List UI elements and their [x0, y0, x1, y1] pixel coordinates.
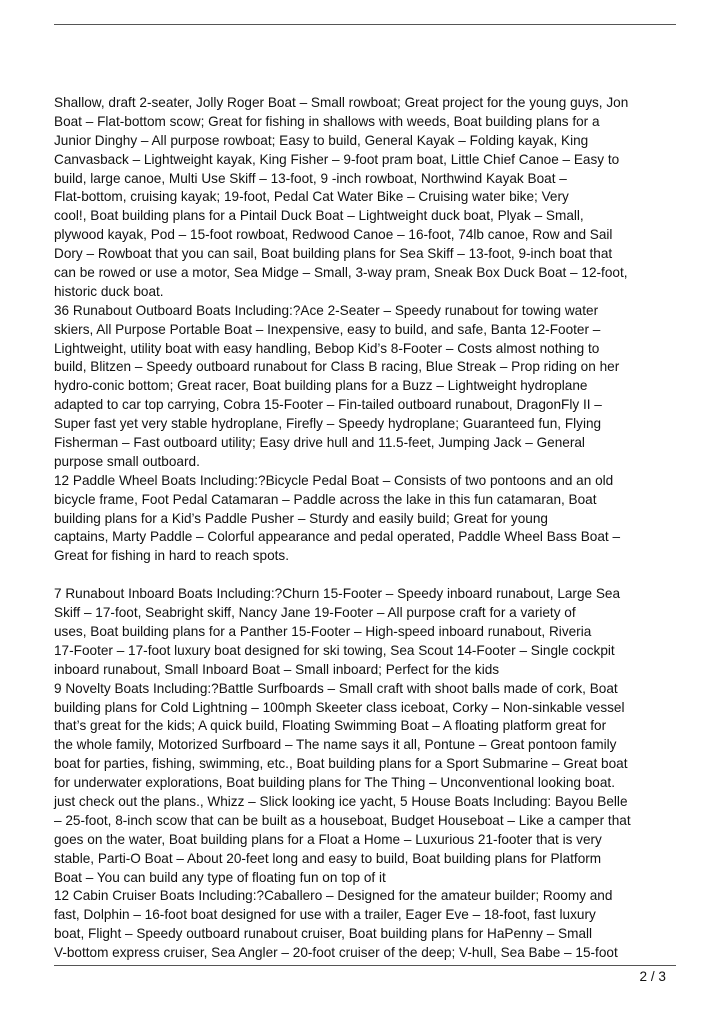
text-line: captains, Marty Paddle – Colorful appearance and pedal operated, Paddle Wheel Bass Boat – — [54, 529, 621, 545]
text-line: hydro-conic bottom; Great racer, Boat building plans for a Buzz – Lightweight hydroplane — [54, 378, 588, 394]
text-line: historic duck boat. — [54, 283, 164, 299]
text-line: stable, Parti-O Boat – About 20-feet long and easy to build, Boat building plans for Platform — [54, 850, 602, 866]
text-line: boat, Flight – Speedy outboard runabout cruiser, Boat building plans for HaPenny – Small — [54, 926, 593, 942]
text-line: 17-Footer – 17-foot luxury boat designed for ski towing, Sea Scout 14-Footer – Single cockpit — [54, 642, 615, 658]
text-line: the whole family, Motorized Surfboard – The name says it all, Pontune – Great pontoon family — [54, 737, 617, 753]
text-line: Boat – You can build any type of floating fun on top of it — [54, 869, 386, 885]
text-line: Great for fishing in hard to reach spots. — [54, 548, 289, 564]
text-line: 12 Cabin Cruiser Boats Including:?Caballero – Designed for the amateur builder; Roomy and — [54, 888, 613, 904]
text-line: – 25-foot, 8-inch scow that can be built as a houseboat, Budget Houseboat – Like a camper that — [54, 812, 631, 828]
text-line: Shallow, draft 2-seater, Jolly Roger Boat – Small rowboat; Great project for the young guys, Jon — [54, 95, 629, 110]
text-line: for underwater explorations, Boat building plans for The Thing – Unconventional looking boat. — [54, 775, 615, 791]
text-line: goes on the water, Boat building plans for a Float a Home – Luxurious 21-footer that is very — [54, 831, 602, 847]
document-body — [54, 94, 680, 963]
text-line: 9 Novelty Boats Including:?Battle Surfboards – Small craft with shoot balls made of cork, Boat — [54, 680, 618, 696]
text-line: 12 Paddle Wheel Boats Including:?Bicycle Pedal Boat – Consists of two pontoons and an old — [54, 472, 614, 488]
text-line: Super fast yet very stable hydroplane, Firefly – Speedy hydroplane; Guaranteed fun, Flying — [54, 416, 602, 432]
text-line: Canvasback – Lightweight kayak, King Fisher – 9-foot pram boat, Little Chief Canoe – Easy to — [54, 151, 620, 167]
text-line: bicycle frame, Foot Pedal Catamaran – Paddle across the lake in this fun catamaran, Boat — [54, 491, 597, 507]
text-line: Fisherman – Fast outboard utility; Easy drive hull and 11.5-feet, Jumping Jack – General — [54, 435, 585, 451]
text-line: just check out the plans., Whizz – Slick looking ice yacht, 5 House Boats Including: Bayou Belle — [54, 793, 628, 809]
text-line: Flat-bottom, cruising kayak; 19-foot, Pedal Cat Water Bike – Cruising water bike; Very — [54, 189, 569, 205]
text-line: Junior Dinghy – All purpose rowboat; Easy to build, General Kayak – Folding kayak, King — [54, 132, 589, 148]
text-line: boat for parties, fishing, swimming, etc., Boat building plans for a Sport Submarine – Great boat — [54, 756, 628, 772]
text-line: V-bottom express cruiser, Sea Angler – 20-foot cruiser of the deep; V-hull, Sea Babe – 15-foot — [54, 945, 618, 961]
header-rule — [54, 24, 676, 25]
text-line: uses, Boat building plans for a Panther 15-Footer – High-speed inboard runabout, Riveria — [54, 623, 592, 639]
text-line: build, large canoe, Multi Use Skiff – 13-foot, 9 -inch rowboat, Northwind Kayak Boat – — [54, 170, 567, 186]
text-line: that’s great for the kids; A quick build, Floating Swimming Boat – A floating platform great for — [54, 718, 607, 734]
footer-rule — [54, 965, 676, 966]
text-line: 36 Runabout Outboard Boats Including:?Ace 2-Seater – Speedy runabout for towing water — [54, 302, 599, 318]
text-line: cool!, Boat building plans for a Pintail Duck Boat – Lightweight duck boat, Plyak – Small, — [54, 208, 584, 224]
text-line: Dory – Rowboat that you can sail, Boat building plans for Sea Skiff – 13-foot, 9-inch boat that — [54, 246, 613, 262]
text-line: adapted to car top carrying, Cobra 15-Footer – Fin-tailed outboard runabout, DragonFly II – — [54, 397, 602, 413]
text-line: fast, Dolphin – 16-foot boat designed for use with a trailer, Eager Eve – 18-foot, fast luxury — [54, 907, 596, 923]
text-line: building plans for Cold Lightning – 100mph Skeeter class iceboat, Corky – Non-sinkable vessel — [54, 699, 625, 715]
text-line: can be rowed or use a motor, Sea Midge – Small, 3-way pram, Sneak Box Duck Boat – 12-foot, — [54, 265, 628, 281]
paragraph-gap — [54, 566, 680, 585]
text-line: Skiff – 17-foot, Seabright skiff, Nancy Jane 19-Footer – All purpose craft for a variety of — [54, 605, 576, 621]
text-line: Boat – Flat-bottom scow; Great for fishing in shallows with weeds, Boat building plans for a — [54, 113, 600, 129]
text-line: inboard runabout, Small Inboard Boat – Small inboard; Perfect for the kids — [54, 661, 500, 677]
text-line: 7 Runabout Inboard Boats Including:?Churn 15-Footer – Speedy inboard runabout, Large Sea — [54, 586, 621, 602]
text-line: building plans for a Kid’s Paddle Pusher – Sturdy and easily build; Great for young — [54, 510, 548, 526]
text-line: skiers, All Purpose Portable Boat – Inexpensive, easy to build, and safe, Banta 12-Footer – — [54, 321, 601, 337]
text-line: plywood kayak, Pod – 15-foot rowboat, Redwood Canoe – 16-foot, 74lb canoe, Row and Sail — [54, 227, 613, 243]
text-line: build, Blitzen – Speedy outboard runabout for Class B racing, Blue Streak – Prop riding on her — [54, 359, 620, 375]
text-line: Lightweight, utility boat with easy handling, Bebop Kid’s 8-Footer – Costs almost nothing to — [54, 340, 600, 356]
page-number: 2 / 3 — [639, 969, 666, 984]
text-line: purpose small outboard. — [54, 453, 200, 469]
